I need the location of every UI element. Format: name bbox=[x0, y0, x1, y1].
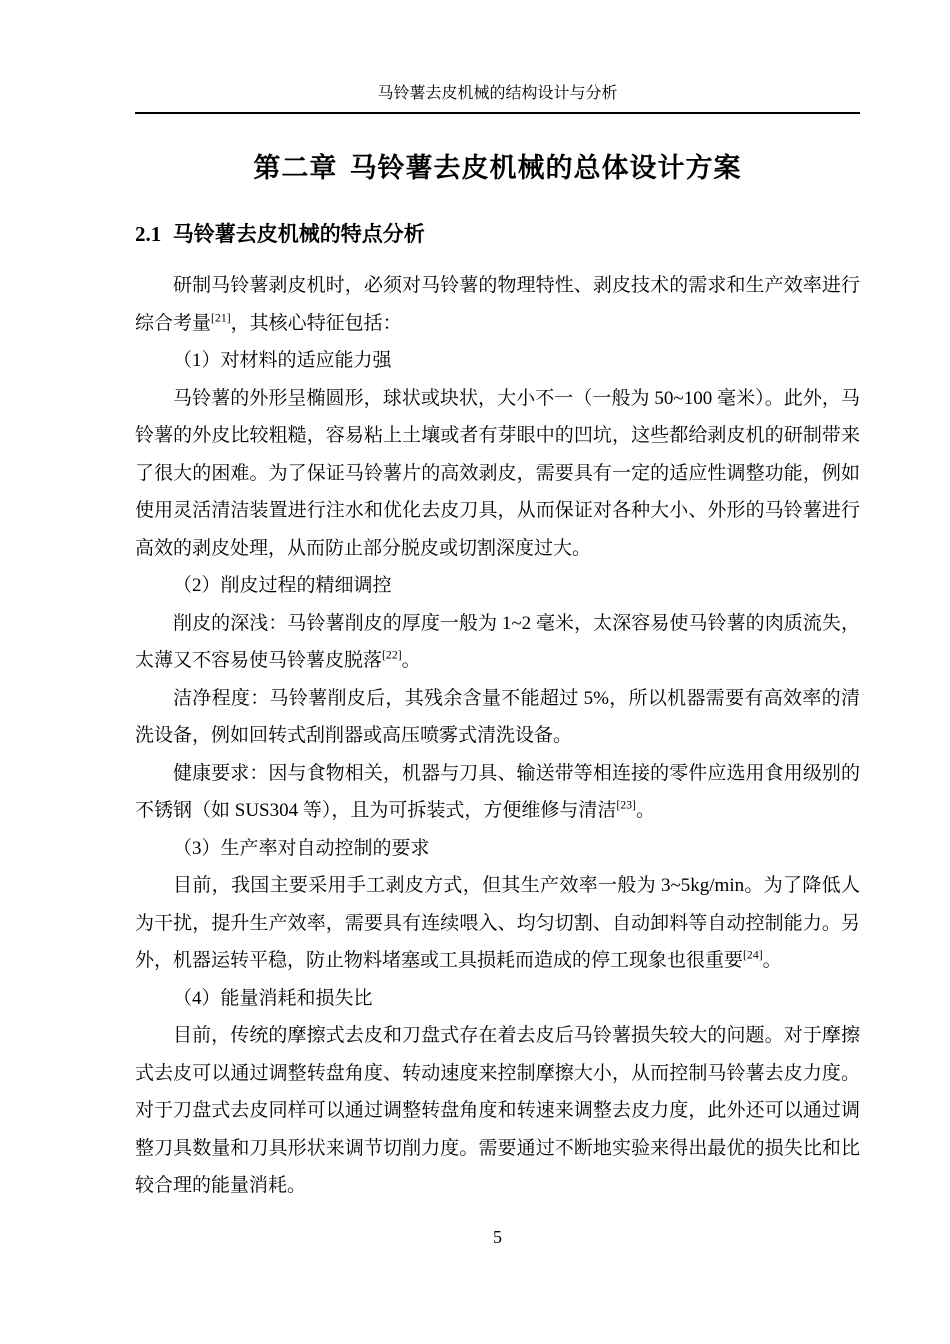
paragraph: 健康要求：因与食物相关，机器与刀具、输送带等相连接的零件应选用食用级别的不锈钢（如 SUS304 等），且为可拆装式，方便维修与清洁[23]。 bbox=[135, 762, 860, 821]
section-number: 2.1 bbox=[135, 222, 162, 246]
section-heading bbox=[135, 221, 860, 248]
paragraph: 研制马铃薯剥皮机时，必须对马铃薯的物理特性、剥皮技术的需求和生产效率进行综合考量[21]，其核心特征包括： bbox=[135, 275, 860, 334]
citation-superscript: [21] bbox=[211, 311, 231, 325]
citation-superscript: [22] bbox=[382, 648, 402, 662]
chapter-title-text: 马铃薯去皮机械的总体设计方案 bbox=[349, 153, 742, 183]
section-title-text: 马铃薯去皮机械的特点分析 bbox=[172, 223, 425, 246]
paragraph: 马铃薯的外形呈椭圆形，球状或块状，大小不一（一般为 50~100 毫米）。此外，马铃薯的外皮比较粗糙，容易粘上土壤或者有芽眼中的凹坑，这些都给剥皮机的研制带来了很大的困难。为了保证马铃薯片的高效剥皮，需要具有一定的适应性调整功能，例如使用灵活清洁装置进行注水和优化去皮刀具，从而保证对各种大小、外形的马铃薯进行高效的剥皮处理，从而防止部分脱皮或切割深度过大。 bbox=[135, 387, 860, 559]
chapter-label: 第二章 bbox=[253, 153, 338, 183]
paragraph: 目前，我国主要采用手工剥皮方式，但其生产效率一般为 3~5kg/min。为了降低人为干扰，提升生产效率，需要具有连续喂入、均匀切割、自动卸料等自动控制能力。另外，机器运转平稳，防止物料堵塞或工具损耗而造成的停工现象也很重要[24]。 bbox=[135, 875, 860, 971]
paragraph: （4）能量消耗和损失比 bbox=[173, 987, 373, 1009]
paragraph: 削皮的深浅：马铃薯削皮的厚度一般为 1~2 毫米，太深容易使马铃薯的肉质流失，太薄又不容易使马铃薯皮脱落[22]。 bbox=[135, 612, 860, 671]
running-header-title: 马铃薯去皮机械的结构设计与分析 bbox=[377, 85, 618, 102]
page-number bbox=[135, 1226, 860, 1248]
running-header bbox=[135, 0, 860, 114]
body-text bbox=[135, 267, 860, 1205]
citation-superscript: [24] bbox=[743, 948, 763, 962]
paragraph: 目前，传统的摩擦式去皮和刀盘式存在着去皮后马铃薯损失较大的问题。对于摩擦式去皮可以通过调整转盘角度、转动速度来控制摩擦大小，从而控制马铃薯去皮力度。对于刀盘式去皮同样可以通过调整转盘角度和转速来调整去皮力度，此外还可以通过调整刀具数量和刀具形状来调节切削力度。需要通过不断地实验来得出最优的损失比和比较合理的能量消耗。 bbox=[135, 1025, 860, 1196]
citation-superscript: [23] bbox=[616, 798, 636, 812]
paragraph: （3）生产率对自动控制的要求 bbox=[173, 837, 430, 859]
page-number-value: 5 bbox=[493, 1227, 502, 1247]
chapter-title bbox=[135, 152, 860, 184]
paragraph: （2）削皮过程的精细调控 bbox=[173, 575, 392, 596]
paragraph: 洁净程度：马铃薯削皮后，其残余含量不能超过 5%，所以机器需要有高效率的清洗设备，例如回转式刮削器或高压喷雾式清洗设备。 bbox=[135, 687, 860, 746]
paragraph: （1）对材料的适应能力强 bbox=[173, 350, 392, 371]
